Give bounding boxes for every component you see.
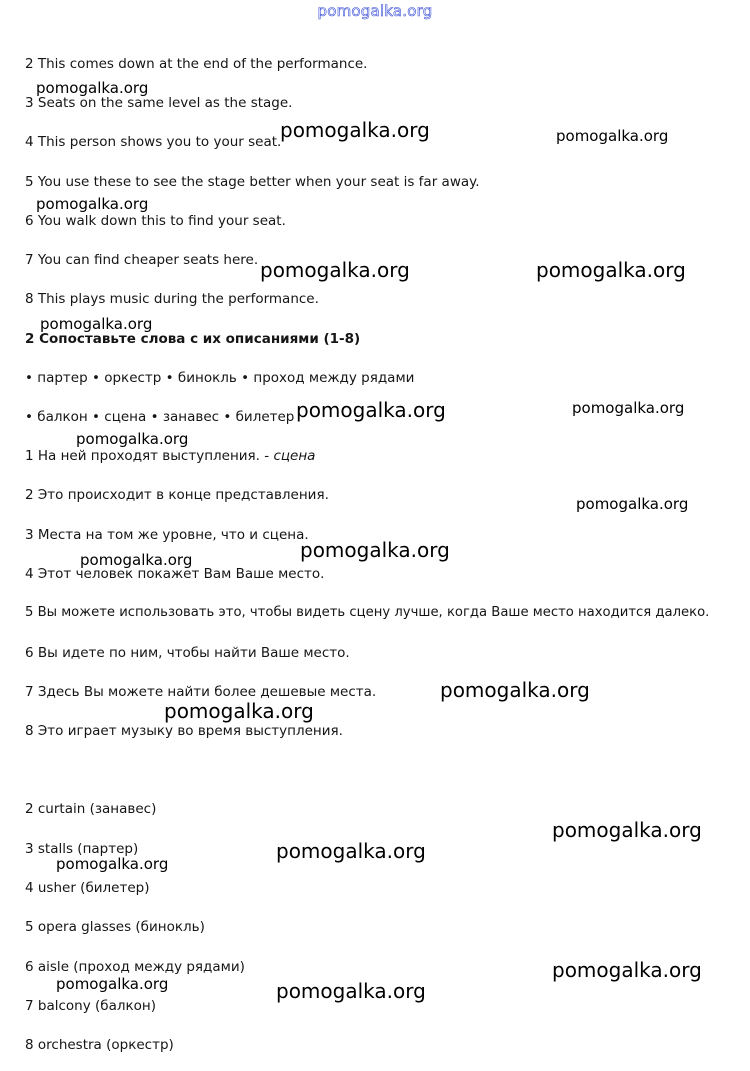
answer-line: 2 curtain (занавес) [25,801,157,817]
watermark: pomogalka.org [296,398,446,422]
answer-line: 3 stalls (партер) [25,841,139,857]
watermark: pomogalka.org [276,979,426,1003]
watermark: pomogalka.org [276,839,426,863]
watermark: pomogalka.org [556,127,669,145]
watermark: pomogalka.org [40,315,153,333]
watermark: pomogalka.org [76,430,189,448]
watermark: pomogalka.org [260,258,410,282]
section-heading: 2 Сопоставьте слова с их описаниями (1-8) [25,331,361,347]
watermark: pomogalka.org [36,195,149,213]
answer-line: 6 aisle (проход между рядами) [25,959,245,975]
text-line: 8 This plays music during the performance. [25,291,319,307]
text-line: 6 You walk down this to find your seat. [25,213,286,229]
text-line: 2 Это происходит в конце представления. [25,487,329,503]
watermark: pomogalka.org [36,79,149,97]
text-line: 8 Это играет музыку во время выступления. [25,723,343,739]
text-line: 7 You can find cheaper seats here. [25,252,259,268]
text-line: 3 Места на том же уровне, что и сцена. [25,527,309,543]
word-list: • партер • оркестр • бинокль • проход между рядами [25,370,415,386]
watermark: pomogalka.org [552,958,702,982]
word-list: • балкон • сцена • занавес • билетер [25,409,295,425]
text-line: 4 This person shows you to your seat. [25,134,282,150]
text-line: 6 Вы идете по ним, чтобы найти Ваше место. [25,645,350,661]
answer-word: сцена [273,448,316,464]
watermark: pomogalka.org [576,495,689,513]
text-line: 3 Seats on the same level as the stage. [25,95,293,111]
watermark: pomogalka.org [572,399,685,417]
answer-line: 4 usher (билетер) [25,880,150,896]
watermark: pomogalka.org [300,538,450,562]
text-line: 7 Здесь Вы можете найти более дешевые места. [25,684,377,700]
watermark: pomogalka.org [280,118,430,142]
text-line: 4 Этот человек покажет Вам Ваше место. [25,566,325,582]
text-line: 1 На ней проходят выступления. - сцена [25,448,316,464]
header-watermark[interactable]: pomogalka.org [317,2,433,20]
text-line: 5 Вы можете использовать это, чтобы видеть сцену лучше, когда Ваше место находится далеко. [25,605,710,620]
answer-line: 5 opera glasses (бинокль) [25,919,205,935]
watermark: pomogalka.org [440,678,590,702]
watermark: pomogalka.org [536,258,686,282]
answer-line: 8 orchestra (оркестр) [25,1037,174,1053]
watermark: pomogalka.org [80,551,193,569]
text-line: 2 This comes down at the end of the performance. [25,56,368,72]
watermark: pomogalka.org [56,975,169,993]
answer-line: 7 balcony (балкон) [25,998,156,1014]
watermark: pomogalka.org [552,818,702,842]
watermark: pomogalka.org [164,699,314,723]
watermark: pomogalka.org [56,855,169,873]
text-line: 5 You use these to see the stage better when your seat is far away. [25,174,480,190]
